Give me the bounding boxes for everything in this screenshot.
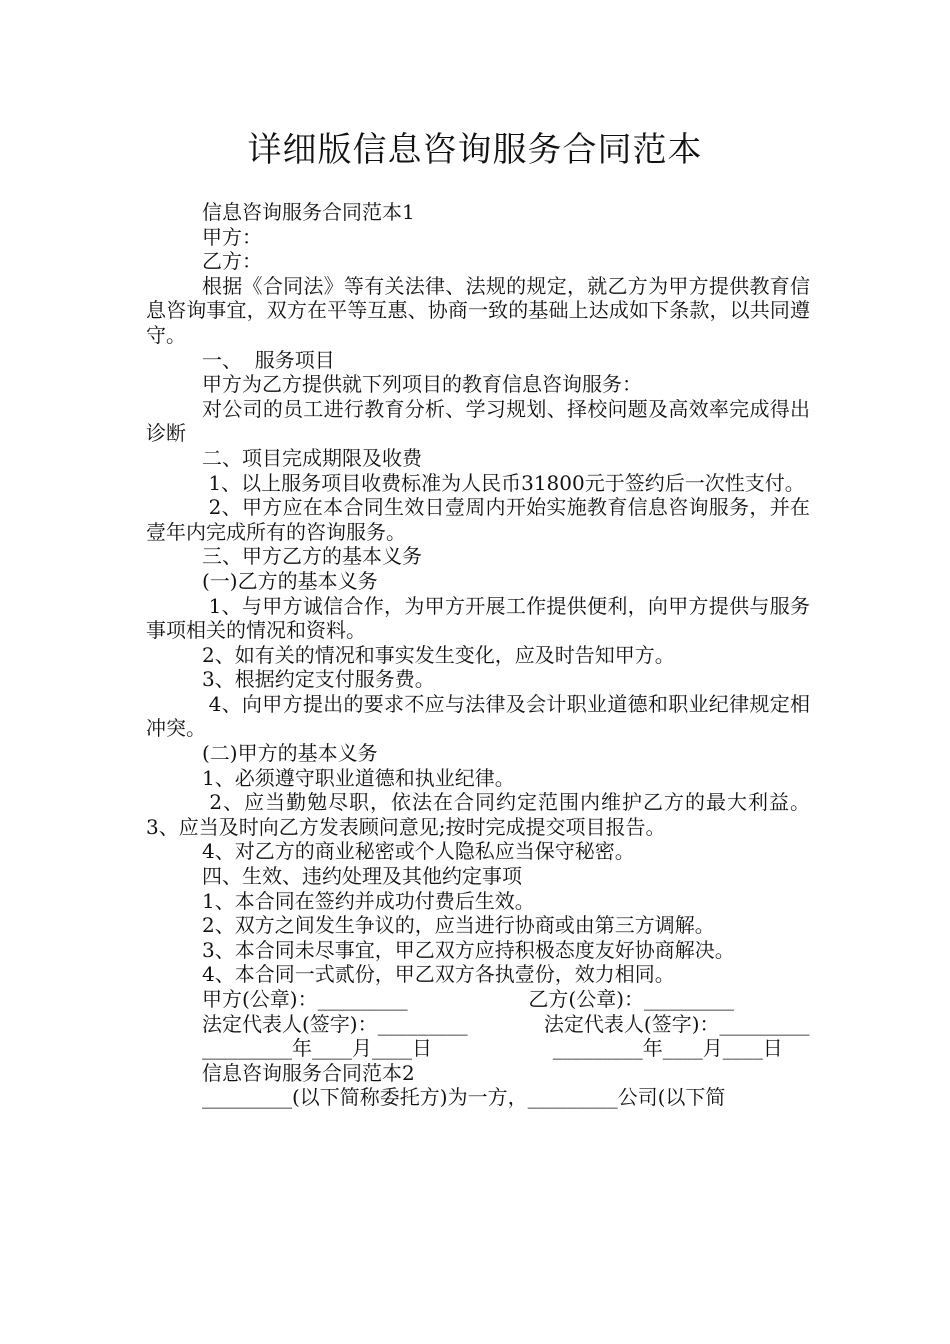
document-paragraph: 3、根据约定支付服务费。 xyxy=(202,667,435,692)
document-paragraph: 一、 服务项目 xyxy=(202,347,335,372)
document-paragraph: 1、本合同在签约并成功付费后生效。 xyxy=(202,888,535,913)
document-paragraph: 四、生效、违约处理及其他约定事项 xyxy=(202,864,522,889)
document-paragraph: (二)甲方的基本义务 xyxy=(202,741,378,766)
document-paragraph: 2、应当勤勉尽职，依法在合同约定范围内维护乙方的最大利益。3、应当及时向乙方发表顾问意见;按时完成提交项目报告。 xyxy=(146,790,810,839)
document-paragraph: 信息咨询服务合同范本1 xyxy=(202,200,415,224)
document-paragraph: 三、甲方乙方的基本义务 xyxy=(202,544,422,569)
document-paragraph: 1、以上服务项目收费标准为人民币31800元于签约后一次性支付。 xyxy=(202,470,805,495)
document-paragraph: 4、对乙方的商业秘密或个人隐私应当保守秘密。 xyxy=(202,839,635,864)
document-paragraph: 甲方： xyxy=(202,224,262,249)
document-paragraph: 4、本合同一式贰份，甲乙双方各执壹份，效力相同。 xyxy=(202,962,675,987)
document-paragraph: (一)乙方的基本义务 xyxy=(202,568,378,593)
document-paragraph: 2、如有关的情况和事实发生变化，应及时告知甲方。 xyxy=(202,642,675,667)
document-paragraph: 3、本合同未尽事宜，甲乙双方应持积极态度友好协商解决。 xyxy=(202,937,735,962)
document-paragraph: 对公司的员工进行教育分析、学习规划、择校问题及高效率完成得出诊断 xyxy=(146,396,810,446)
document-paragraph: 1、必须遵守职业道德和执业纪律。 xyxy=(202,765,515,790)
document-paragraph: 甲方(公章)：_________ 乙方(公章)：_________ xyxy=(202,987,735,1011)
document-paragraph: 甲方为乙方提供就下列项目的教育信息咨询服务： xyxy=(202,372,642,397)
document-paragraph: 法定代表人(签字)：_________ 法定代表人(签字)：_________ xyxy=(202,1011,810,1036)
document-body xyxy=(146,200,810,1110)
document-title: 详细版信息咨询服务合同范本 xyxy=(247,130,703,170)
document-paragraph: 4、向甲方提出的要求不应与法律及会计职业道德和职业纪律规定相冲突。 xyxy=(146,691,810,741)
document-paragraph: 二、项目完成期限及收费 xyxy=(202,445,422,470)
document-paragraph: 2、甲方应在本合同生效日壹周内开始实施教育信息咨询服务，并在壹年内完成所有的咨询服务。 xyxy=(146,495,810,544)
document-paragraph: 信息咨询服务合同范本2 xyxy=(202,1060,415,1085)
document-paragraph: _________(以下简称委托方)为一方，_________公司(以下简 xyxy=(202,1085,726,1110)
document-paragraph: 2、双方之间发生争议的，应当进行协商或由第三方调解。 xyxy=(202,913,715,938)
document-paragraph: 根据《合同法》等有关法律、法规的规定，就乙方为甲方提供教育信息咨询事宜，双方在平等互惠、协商一致的基础上达成如下条款，以共同遵守。 xyxy=(146,273,810,347)
document-paragraph: 1、与甲方诚信合作，为甲方开展工作提供便利，向甲方提供与服务事项相关的情况和资料。 xyxy=(146,593,810,643)
document-paragraph: _________年____月____日 _________年____月____日 xyxy=(202,1036,783,1061)
document-paragraph: 乙方： xyxy=(202,249,262,274)
